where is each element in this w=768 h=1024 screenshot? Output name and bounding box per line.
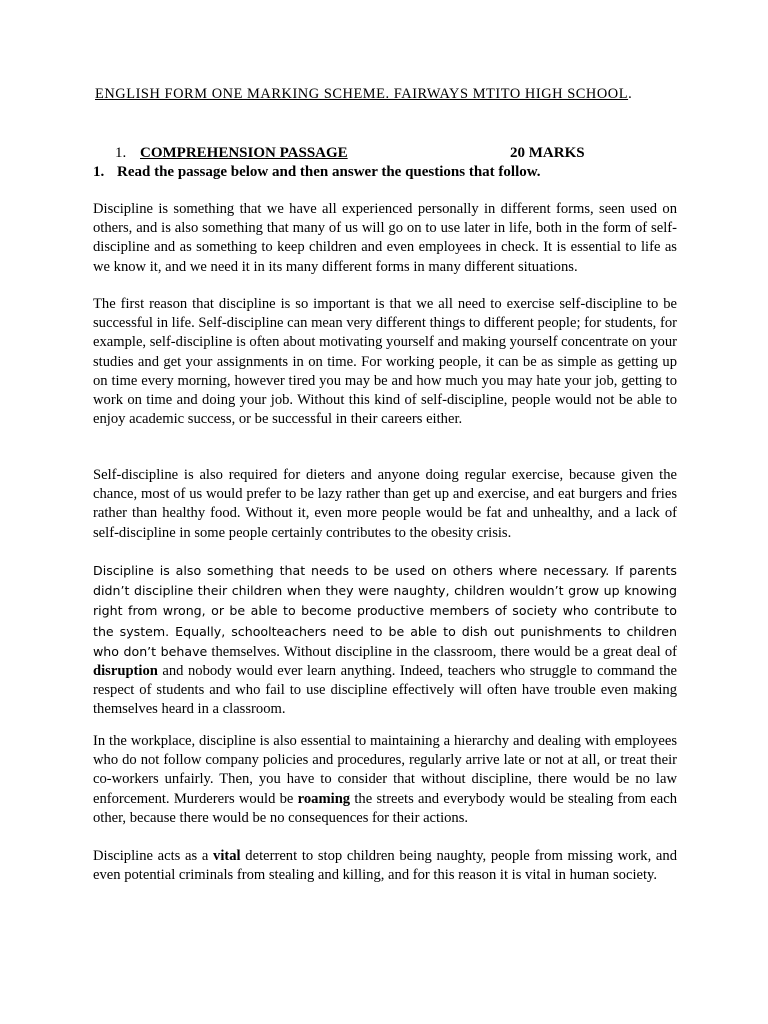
instruction-text: Read the passage below and then answer the questions that follow.	[117, 164, 541, 180]
document-title	[95, 86, 632, 103]
paragraph-6-end: deterrent to stop children being naughty, people from missing work, and even potential criminals from stealing and killing, and for this reason it is vital in human society.	[93, 848, 678, 884]
passage-paragraph-4	[93, 561, 677, 720]
passage-paragraph-2: The first reason that discipline is so important is that we all need to exercise self-discipline to be successful in life. Self-discipline can mean very different things to different people; for students, for example, self-discipline is often about motivating yourself and making yourself concentrate on your studies and get your assignments in on time. For working people, it can be as simple as getting up on time every morning, however tired you may be and how much you may hate your job, getting to work on time and doing your job. Without this kind of self-discipline, people would not be able to enjoy academic success, or be successful in their careers either.	[93, 296, 677, 428]
instruction-line	[93, 164, 541, 181]
paragraph-5-start: In the workplace, discipline is also essential to maintaining a hierarchy and dealing with employees who do not follow company policies and procedures, regularly arrive late or not at all, or treat their co-workers unfairly. Then, you have to consider that without discipline, there would be no law enforcement. Murderers would be	[93, 733, 677, 807]
document-title-text: ENGLISH FORM ONE MARKING SCHEME. FAIRWAYS MTITO HIGH SCHOOL	[95, 86, 629, 102]
bold-word-vital: vital	[213, 848, 241, 864]
paragraph-4-end: and nobody would ever learn anything. Indeed, teachers who struggle to command the respect of students and who fail to use discipline effectively will often have trouble even making themselves heard in a classroom.	[93, 663, 677, 718]
paragraph-4-opening: Discipline is also something that needs to be used on others where necessary. If parents didn’t discipline their children when they were naughty, children wouldn’t grow up knowing right from wrong, or be able to become productive members of society who contribute to the system. Equally, schoolteachers need to be able to dish out punishments to children who don’t behave	[93, 563, 677, 659]
section-marks: 20 MARKS	[510, 145, 585, 161]
instruction-number: 1.	[93, 164, 105, 180]
passage-paragraph-6	[93, 847, 677, 885]
passage-paragraph-1: Discipline is something that we have all experienced personally in different forms, seen used on others, and is also something that many of us will go on to use later in life, both in the form of self-discipline and as something to keep children and even employees in check. It is essential to life as we know it, and we need it in its many different forms in many different situations.	[93, 201, 677, 275]
paragraph-4-middle: themselves. Without discipline in the classroom, there would be a great deal of	[207, 643, 677, 660]
passage-paragraph-3: Self-discipline is also required for dieters and anyone doing regular exercise, because given the chance, most of us would prefer to be lazy rather than get up and exercise, and eat burgers and fries rather than healthy food. Without it, even more people would be fat and unhealthy, and a lack of self-discipline in some people certainly contributes to the obesity crisis.	[93, 467, 677, 541]
paragraph-6-start: Discipline acts as a	[93, 848, 214, 864]
paragraph-5-end: the streets and everybody would be stealing from each other, because there would be no consequences for their actions.	[93, 790, 677, 826]
passage-paragraph-5	[93, 732, 677, 828]
section-heading	[115, 145, 585, 162]
bold-word-disruption: disruption	[93, 663, 158, 680]
bold-word-roaming: roaming	[297, 790, 351, 807]
document-title-period: .	[628, 86, 633, 102]
section-name: COMPREHENSION PASSAGE	[140, 145, 348, 161]
section-number: 1.	[115, 145, 127, 161]
